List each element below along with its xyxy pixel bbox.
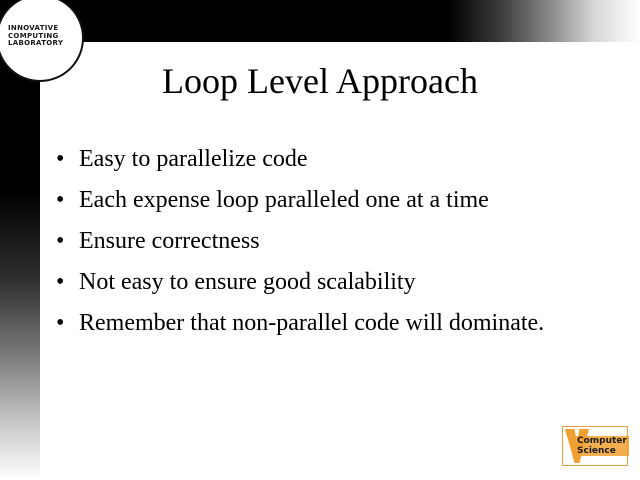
bullet-text: Not easy to ensure good scalability (79, 269, 416, 295)
computer-science-logo (562, 426, 628, 466)
bullet-item (56, 268, 616, 297)
bullet-dot: • (56, 269, 65, 295)
bullet-item (56, 145, 616, 174)
cs-logo-line: Computer (577, 436, 627, 446)
slide-title: Loop Level Approach (162, 61, 478, 101)
bullet-dot: • (56, 187, 65, 213)
bullet-text: Ensure correctness (79, 228, 260, 254)
lab-logo-line: COMPUTING (8, 31, 59, 40)
bullet-item (56, 227, 616, 256)
lab-logo-line: INNOVATIVE (8, 24, 59, 32)
bullet-text: Remember that non-parallel code will dominate. (79, 310, 545, 336)
bullet-dot: • (56, 146, 65, 172)
lab-logo-text (8, 25, 72, 48)
bullet-text: Each expense loop paralleled one at a time (79, 187, 489, 213)
bullet-item (56, 309, 616, 338)
bullet-dot: • (56, 310, 65, 336)
top-gradient-band (0, 0, 640, 42)
bullet-item (56, 186, 616, 215)
cs-logo-text (575, 436, 629, 456)
bullet-dot: • (56, 228, 65, 254)
bullet-list (56, 145, 616, 350)
cs-logo-line: Science (577, 446, 616, 456)
lab-logo-line: LABORATORY (8, 39, 64, 47)
bullet-text: Easy to parallelize code (79, 146, 308, 172)
